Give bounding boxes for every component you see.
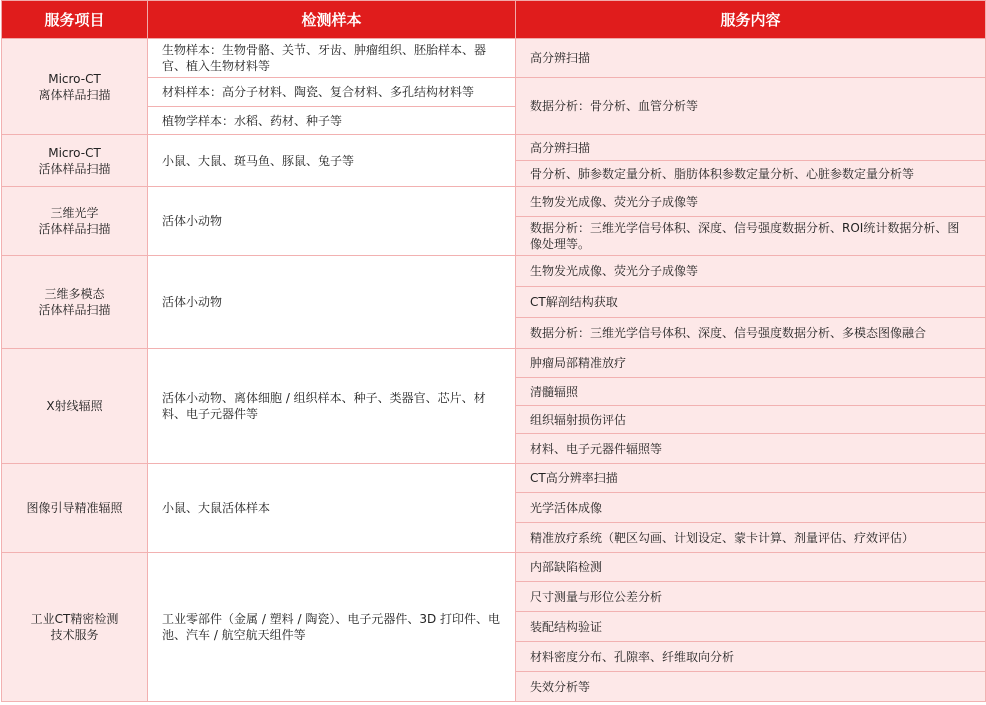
sample-cell: 小鼠、大鼠活体样本 xyxy=(148,464,516,553)
table-row xyxy=(2,256,986,287)
table-row xyxy=(2,39,986,78)
project-line: 活体样品扫描 xyxy=(38,303,111,317)
content-cell: 失效分析等 xyxy=(516,672,986,702)
content-cell: 生物发光成像、荧光分子成像等 xyxy=(516,256,986,287)
project-line: 三维多模态 xyxy=(44,287,105,301)
table-row xyxy=(2,78,986,107)
content-cell: 高分辨扫描 xyxy=(516,135,986,161)
content-cell: CT高分辨率扫描 xyxy=(516,464,986,493)
table-row xyxy=(2,553,986,582)
table-row xyxy=(2,464,986,493)
project-line: 图像引导精准辐照 xyxy=(26,501,123,515)
table-row xyxy=(2,349,986,378)
project-line: 三维光学 xyxy=(50,206,99,220)
table-row xyxy=(2,135,986,161)
project-cell xyxy=(2,553,148,702)
project-cell xyxy=(2,187,148,256)
sample-cell: 工业零部件（金属 / 塑料 / 陶瓷）、电子元器件、3D 打印件、电池、汽车 / 航空航天组件等 xyxy=(148,553,516,702)
sample-cell: 活体小动物 xyxy=(148,187,516,256)
content-cell: 生物发光成像、荧光分子成像等 xyxy=(516,187,986,217)
content-cell: 材料、电子元器件辐照等 xyxy=(516,434,986,464)
sample-cell: 小鼠、大鼠、斑马鱼、豚鼠、兔子等 xyxy=(148,135,516,187)
content-cell: CT解剖结构获取 xyxy=(516,287,986,318)
project-line: X射线辐照 xyxy=(46,399,103,413)
project-cell xyxy=(2,464,148,553)
project-cell xyxy=(2,39,148,135)
project-line: 活体样品扫描 xyxy=(38,161,111,176)
table-row xyxy=(2,187,986,217)
content-cell: 高分辨扫描 xyxy=(516,39,986,78)
content-cell: 内部缺陷检测 xyxy=(516,553,986,582)
service-table xyxy=(1,0,986,702)
header-content: 服务内容 xyxy=(516,1,986,39)
project-cell xyxy=(2,135,148,187)
project-line: Micro-CT xyxy=(48,71,101,86)
content-cell: 数据分析：三维光学信号体积、深度、信号强度数据分析、多模态图像融合 xyxy=(516,318,986,349)
project-line: 技术服务 xyxy=(50,628,99,642)
header-project: 服务项目 xyxy=(2,1,148,39)
header-sample: 检测样本 xyxy=(148,1,516,39)
sample-cell: 材料样本：高分子材料、陶瓷、复合材料、多孔结构材料等 xyxy=(148,78,516,107)
project-line: Micro-CT xyxy=(48,145,101,160)
project-cell xyxy=(2,349,148,464)
content-cell: 材料密度分布、孔隙率、纤维取向分析 xyxy=(516,642,986,672)
sample-cell: 活体小动物、离体细胞 / 组织样本、种子、类器官、芯片、材料、电子元器件等 xyxy=(148,349,516,464)
content-cell: 光学活体成像 xyxy=(516,493,986,523)
project-line: 离体样品扫描 xyxy=(38,87,111,102)
content-cell: 组织辐射损伤评估 xyxy=(516,406,986,434)
content-cell: 清髓辐照 xyxy=(516,378,986,406)
content-cell: 骨分析、肺参数定量分析、脂肪体积参数定量分析、心脏参数定量分析等 xyxy=(516,161,986,187)
content-cell: 精准放疗系统（靶区勾画、计划设定、蒙卡计算、剂量评估、疗效评估） xyxy=(516,523,986,553)
project-cell xyxy=(2,256,148,349)
project-line: 活体样品扫描 xyxy=(38,222,111,236)
content-cell: 数据分析：三维光学信号体积、深度、信号强度数据分析、ROI统计数据分析、图像处理等。 xyxy=(516,217,986,256)
sample-cell: 活体小动物 xyxy=(148,256,516,349)
content-cell: 数据分析：骨分析、血管分析等 xyxy=(516,78,986,135)
header-row xyxy=(2,1,986,39)
content-cell: 装配结构验证 xyxy=(516,612,986,642)
content-cell: 肿瘤局部精准放疗 xyxy=(516,349,986,378)
project-line: 工业CT精密检测 xyxy=(30,612,119,626)
sample-cell: 植物学样本：水稻、药材、种子等 xyxy=(148,107,516,135)
sample-cell: 生物样本：生物骨骼、关节、牙齿、肿瘤组织、胚胎样本、器官、植入生物材料等 xyxy=(148,39,516,78)
content-cell: 尺寸测量与形位公差分析 xyxy=(516,582,986,612)
